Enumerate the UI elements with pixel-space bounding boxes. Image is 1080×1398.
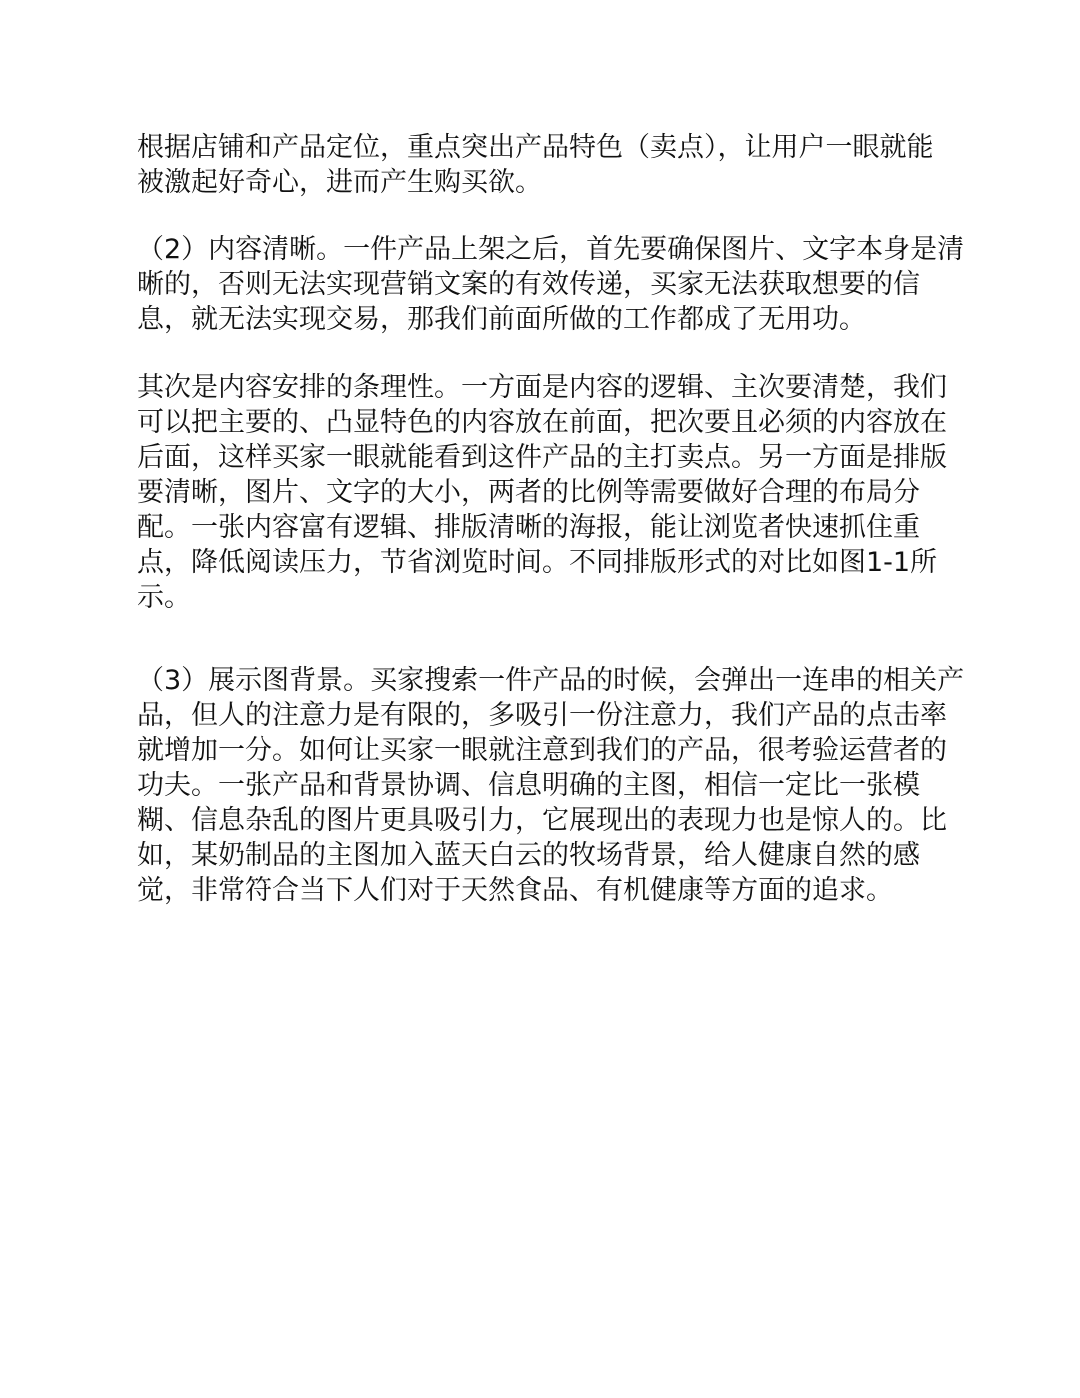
paragraph-content-clarity	[137, 232, 964, 337]
text-line: （2）内容清晰。一件产品上架之后，首先要确保图片、文字本身是清	[137, 234, 965, 265]
paragraph-selling-point-intro	[137, 130, 934, 200]
paragraph-display-background	[137, 663, 964, 908]
text-line: 被激起好奇心，进而产生购买欲。	[137, 167, 542, 198]
text-line: 示。	[137, 582, 191, 613]
text-line: 如，某奶制品的主图加入蓝天白云的牧场背景，给人健康自然的感	[137, 840, 920, 871]
paragraph-content-organization	[137, 370, 947, 615]
text-line: 糊、信息杂乱的图片更具吸引力，它展现出的表现力也是惊人的。比	[137, 805, 947, 836]
text-line: 就增加一分。如何让买家一眼就注意到我们的产品，很考验运营者的	[137, 735, 947, 766]
text-line: （3）展示图背景。买家搜索一件产品的时候，会弹出一连串的相关产	[137, 665, 965, 696]
text-line: 后面，这样买家一眼就能看到这件产品的主打卖点。另一方面是排版	[137, 442, 947, 473]
text-line: 配。一张内容富有逻辑、排版清晰的海报，能让浏览者快速抓住重	[137, 512, 920, 543]
text-line: 要清晰，图片、文字的大小，两者的比例等需要做好合理的布局分	[137, 477, 920, 508]
text-line: 功夫。一张产品和背景协调、信息明确的主图，相信一定比一张模	[137, 770, 920, 801]
text-line: 根据店铺和产品定位，重点突出产品特色（卖点），让用户一眼就能	[137, 132, 934, 163]
text-line: 可以把主要的、凸显特色的内容放在前面，把次要且必须的内容放在	[137, 407, 947, 438]
text-line: 觉，非常符合当下人们对于天然食品、有机健康等方面的追求。	[137, 875, 893, 906]
text-line: 点，降低阅读压力，节省浏览时间。不同排版形式的对比如图1-1所	[137, 547, 938, 578]
text-line: 品，但人的注意力是有限的，多吸引一份注意力，我们产品的点击率	[137, 700, 947, 731]
text-line: 息，就无法实现交易，那我们前面所做的工作都成了无用功。	[137, 304, 866, 335]
text-line: 晰的，否则无法实现营销文案的有效传递，买家无法获取想要的信	[137, 269, 920, 300]
text-line: 其次是内容安排的条理性。一方面是内容的逻辑、主次要清楚，我们	[137, 372, 947, 403]
